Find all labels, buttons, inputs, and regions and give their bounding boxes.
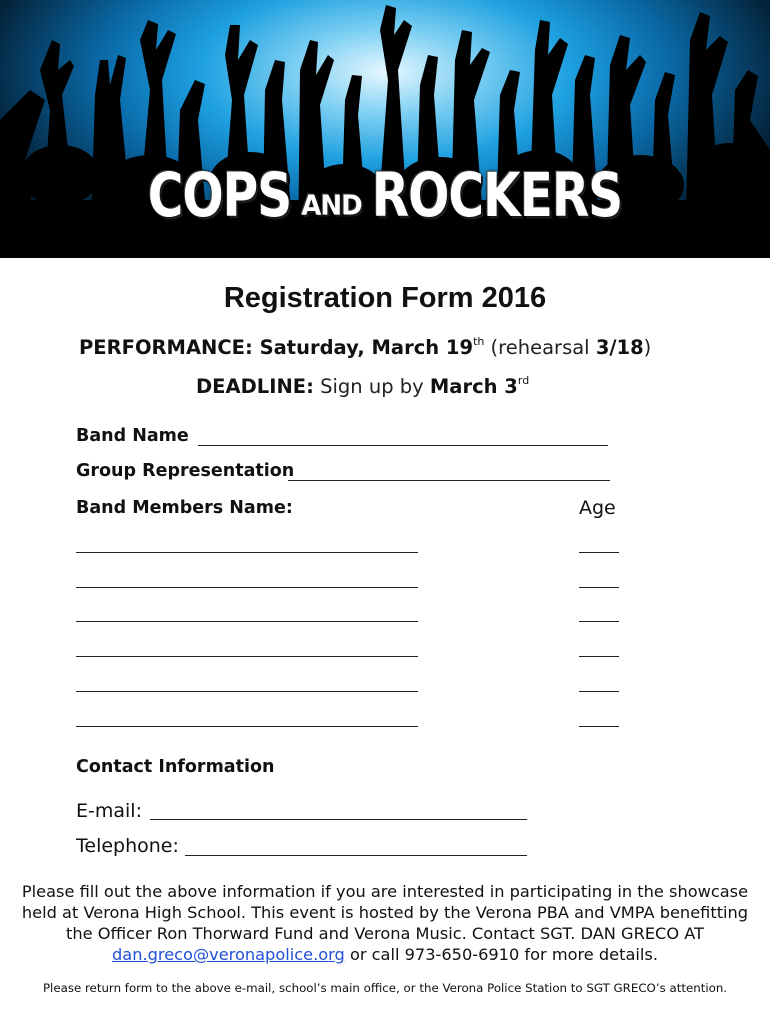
group-representation-label: Group Representation — [76, 461, 295, 481]
telephone-label: Telephone: — [76, 835, 179, 857]
member-name-field[interactable] — [76, 587, 418, 588]
member-age-field[interactable] — [579, 552, 619, 553]
contact-information-heading: Contact Information — [76, 757, 275, 777]
band-name-label: Band Name — [76, 426, 189, 446]
member-name-field[interactable] — [76, 656, 418, 657]
member-age-field[interactable] — [579, 691, 619, 692]
member-name-field[interactable] — [76, 552, 418, 553]
rehearsal-open: (rehearsal — [484, 336, 596, 359]
info-text: Please fill out the above information if you are interested in participating in the showcase held at Verona High School. This event is hosted by the Verona PBA and VMPA benefitting the Officer Ron Thorward Fund and Verona Music. Contact SGT. DAN GRECO AT — [21, 882, 749, 943]
email-link[interactable]: dan.greco@veronapolice.org — [112, 945, 345, 964]
rehearsal-close: ) — [643, 336, 652, 359]
group-representation-field[interactable] — [288, 480, 610, 481]
performance-sup: th — [473, 335, 485, 348]
form-title: Registration Form 2016 — [223, 282, 547, 314]
member-name-field[interactable] — [76, 691, 418, 692]
email-field[interactable] — [150, 819, 527, 820]
cops-and-rockers-logo — [0, 160, 770, 234]
rehearsal-date: 3/18 — [595, 336, 644, 359]
deadline-sup: rd — [517, 374, 530, 387]
header-banner — [0, 0, 770, 258]
age-label: Age — [579, 497, 616, 519]
info-paragraph — [20, 881, 750, 965]
logo-rockers: ROCKERS — [371, 160, 623, 231]
member-age-field[interactable] — [579, 621, 619, 622]
info-text-after: or call 973-650-6910 for more details. — [344, 945, 658, 964]
member-name-field[interactable] — [76, 726, 418, 727]
logo-and: AND — [301, 190, 362, 222]
band-members-label: Band Members Name: — [76, 498, 293, 518]
performance-line — [79, 335, 651, 359]
telephone-field[interactable] — [185, 855, 527, 856]
member-name-field[interactable] — [76, 621, 418, 622]
band-name-field[interactable] — [198, 445, 608, 446]
deadline-label: DEADLINE: — [196, 375, 314, 398]
performance-label: PERFORMANCE: Saturday, March 19 — [79, 336, 474, 359]
member-age-field[interactable] — [579, 656, 619, 657]
member-age-field[interactable] — [579, 726, 619, 727]
footer-note: Please return form to the above e-mail, school’s main office, or the Verona Police Station to SGT GRECO’s attention. — [42, 981, 728, 995]
logo-cops: COPS — [147, 160, 292, 231]
deadline-date: March 3 — [429, 375, 518, 398]
deadline-line — [196, 374, 529, 398]
member-age-field[interactable] — [579, 587, 619, 588]
deadline-text: Sign up by — [313, 375, 430, 398]
email-label: E-mail: — [76, 800, 142, 822]
